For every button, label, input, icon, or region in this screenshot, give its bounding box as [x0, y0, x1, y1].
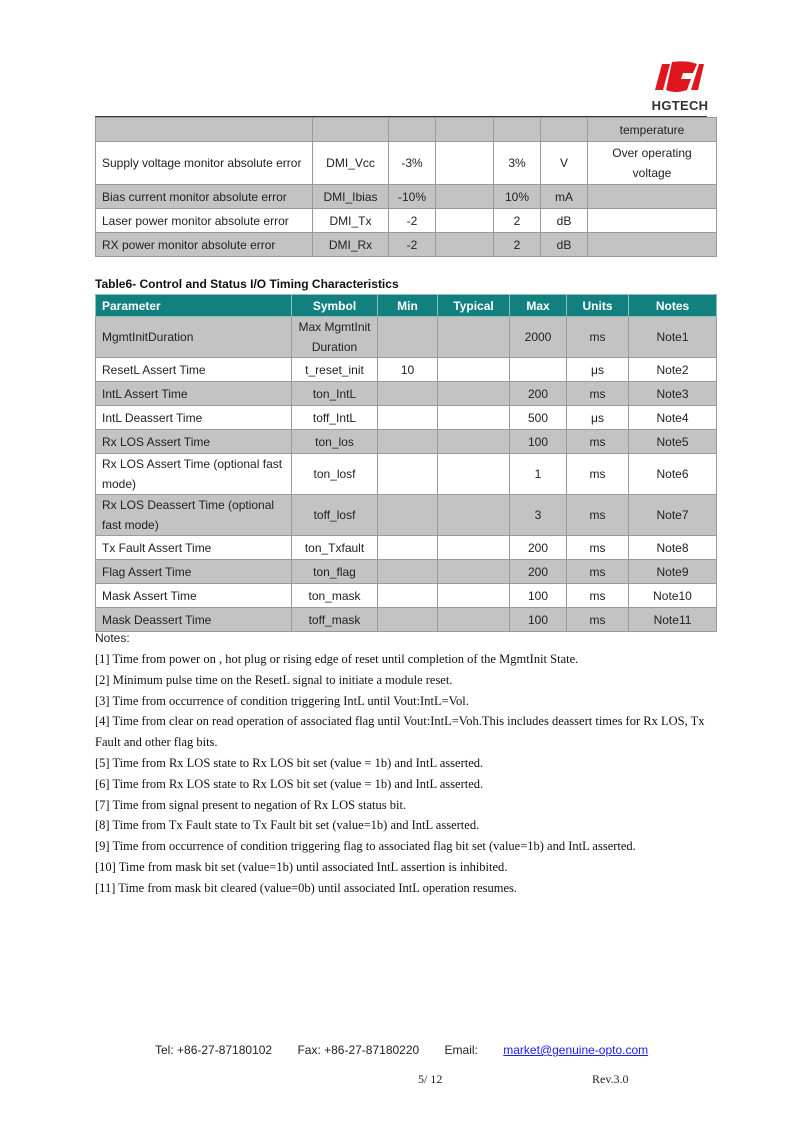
- cell-min: [378, 560, 438, 584]
- cell-units: ms: [567, 536, 629, 560]
- cell-notes: [588, 185, 717, 209]
- table-row: [96, 382, 717, 406]
- table-row: [96, 406, 717, 430]
- cell-notes: Over operating voltage: [588, 142, 717, 185]
- cell-typical: [438, 560, 510, 584]
- cell-typical: [438, 495, 510, 536]
- cell-max: 200: [510, 382, 567, 406]
- revision-label: Rev.3.0: [592, 1072, 629, 1086]
- cell-symbol: ton_Txfault: [292, 536, 378, 560]
- cell-symbol: toff_losf: [292, 495, 378, 536]
- cell-typical: [438, 584, 510, 608]
- cell-parameter: Laser power monitor absolute error: [96, 209, 313, 233]
- cell-min: [378, 495, 438, 536]
- cell-symbol: DMI_Rx: [313, 233, 389, 257]
- table-row: [96, 495, 717, 536]
- note-item: [6] Time from Rx LOS state to Rx LOS bit set (value = 1b) and IntL asserted.: [95, 776, 484, 791]
- column-header-typical: Typical: [438, 295, 510, 317]
- cell-typical: [438, 430, 510, 454]
- table-row: [96, 209, 717, 233]
- cell-min: [378, 454, 438, 495]
- note-item: [8] Time from Tx Fault state to Tx Fault bit set (value=1b) and IntL asserted.: [95, 818, 480, 833]
- cell-symbol: ton_los: [292, 430, 378, 454]
- note-item: [10] Time from mask bit set (value=1b) until associated IntL assertion is inhibited.: [95, 859, 508, 874]
- cell-units: ms: [567, 430, 629, 454]
- cell-typical: [436, 209, 494, 233]
- cell-max: 2000: [510, 317, 567, 358]
- cell-typical: [438, 382, 510, 406]
- cell-typical: [436, 118, 494, 142]
- cell-symbol: ton_flag: [292, 560, 378, 584]
- cell-min: [378, 406, 438, 430]
- cell-max: 3: [510, 495, 567, 536]
- cell-parameter: Bias current monitor absolute error: [96, 185, 313, 209]
- company-logo: [645, 58, 715, 114]
- table-row: [96, 317, 717, 358]
- cell-min: [378, 382, 438, 406]
- cell-units: ms: [567, 382, 629, 406]
- cell-units: [541, 118, 588, 142]
- cell-min: [378, 584, 438, 608]
- cell-symbol: ton_mask: [292, 584, 378, 608]
- note-item: [3] Time from occurrence of condition triggering IntL until Vout:IntL=Vol.: [95, 693, 469, 708]
- cell-notes: Note11: [629, 608, 717, 632]
- cell-parameter: RX power monitor absolute error: [96, 233, 313, 257]
- table-row: [96, 560, 717, 584]
- cell-symbol: Max MgmtInit Duration: [292, 317, 378, 358]
- cell-units: ms: [567, 317, 629, 358]
- cell-max: 100: [510, 430, 567, 454]
- dmi-accuracy-table-continued: [95, 117, 717, 257]
- footer-fax: Fax: +86-27-87180220: [297, 1043, 420, 1057]
- cell-symbol: [313, 118, 389, 142]
- cell-symbol: t_reset_init: [292, 358, 378, 382]
- cell-typical: [438, 358, 510, 382]
- cell-notes: Note6: [629, 454, 717, 495]
- cell-max: 1: [510, 454, 567, 495]
- cell-typical: [436, 142, 494, 185]
- notes-list: [95, 649, 715, 899]
- note-item: [2] Minimum pulse time on the ResetL signal to initiate a module reset.: [95, 672, 453, 687]
- note-item: [1] Time from power on , hot plug or rising edge of reset until completion of the MgmtInit State.: [95, 652, 579, 666]
- table-row: [96, 233, 717, 257]
- cell-max: [510, 358, 567, 382]
- cell-units: ms: [567, 495, 629, 536]
- table-header-row: [96, 295, 717, 317]
- cell-parameter: Supply voltage monitor absolute error: [96, 142, 313, 185]
- cell-notes: Note2: [629, 358, 717, 382]
- cell-units: μs: [567, 406, 629, 430]
- cell-max: [494, 118, 541, 142]
- cell-parameter: [96, 118, 313, 142]
- cell-max: 200: [510, 536, 567, 560]
- cell-max: 2: [494, 233, 541, 257]
- column-header-parameter: Parameter: [96, 295, 292, 317]
- cell-symbol: DMI_Tx: [313, 209, 389, 233]
- table-row: [96, 536, 717, 560]
- note-item: [9] Time from occurrence of condition triggering flag to associated flag bit set (value=1b) and IntL asserted.: [95, 839, 636, 854]
- cell-typical: [436, 233, 494, 257]
- cell-typical: [438, 317, 510, 358]
- cell-notes: Note4: [629, 406, 717, 430]
- cell-max: 500: [510, 406, 567, 430]
- cell-typical: [438, 406, 510, 430]
- cell-notes: [588, 209, 717, 233]
- cell-units: V: [541, 142, 588, 185]
- footer-tel: Tel: +86-27-87180102: [155, 1043, 273, 1057]
- cell-min: -2: [389, 233, 436, 257]
- cell-max: 100: [510, 584, 567, 608]
- cell-parameter: MgmtInitDuration: [96, 317, 292, 358]
- cell-parameter: Tx Fault Assert Time: [96, 536, 292, 560]
- cell-symbol: ton_losf: [292, 454, 378, 495]
- cell-parameter: Mask Assert Time: [96, 584, 292, 608]
- cell-notes: Note10: [629, 584, 717, 608]
- cell-parameter: Rx LOS Assert Time (optional fast mode): [96, 454, 292, 495]
- note-item: [7] Time from signal present to negation of Rx LOS status bit.: [95, 797, 407, 812]
- cell-units: ms: [567, 608, 629, 632]
- cell-units: mA: [541, 185, 588, 209]
- cell-max: 100: [510, 608, 567, 632]
- cell-units: dB: [541, 209, 588, 233]
- cell-min: [389, 118, 436, 142]
- cell-parameter: ResetL Assert Time: [96, 358, 292, 382]
- cell-units: ms: [567, 454, 629, 495]
- cell-notes: Note1: [629, 317, 717, 358]
- cell-symbol: DMI_Vcc: [313, 142, 389, 185]
- cell-min: [378, 317, 438, 358]
- cell-parameter: IntL Assert Time: [96, 382, 292, 406]
- cell-units: dB: [541, 233, 588, 257]
- cell-max: 2: [494, 209, 541, 233]
- table-row: [96, 430, 717, 454]
- note-item: [11] Time from mask bit cleared (value=0b) until associated IntL operation resumes.: [95, 880, 517, 895]
- table-row: [96, 454, 717, 495]
- cell-notes: [588, 233, 717, 257]
- cell-min: -10%: [389, 185, 436, 209]
- timing-characteristics-table: [95, 294, 717, 632]
- footer-email-link[interactable]: market@genuine-opto.com: [503, 1043, 649, 1057]
- cell-min: [378, 608, 438, 632]
- footer-contact: [155, 1043, 648, 1057]
- hgtech-logo-icon: [653, 60, 705, 94]
- table-row: [96, 118, 717, 142]
- cell-parameter: Mask Deassert Time: [96, 608, 292, 632]
- note-item: [4] Time from clear on read operation of associated flag until Vout:IntL=Voh.This includes deassert times for Rx LOS, Tx Fault and other flag bits.: [95, 714, 705, 750]
- cell-units: ms: [567, 560, 629, 584]
- note-item: [5] Time from Rx LOS state to Rx LOS bit set (value = 1b) and IntL asserted.: [95, 755, 484, 770]
- cell-min: -3%: [389, 142, 436, 185]
- cell-parameter: Rx LOS Deassert Time (optional fast mode): [96, 495, 292, 536]
- cell-units: ms: [567, 584, 629, 608]
- column-header-min: Min: [378, 295, 438, 317]
- table-row: [96, 358, 717, 382]
- column-header-notes: Notes: [629, 295, 717, 317]
- cell-max: 10%: [494, 185, 541, 209]
- cell-notes: Note3: [629, 382, 717, 406]
- cell-units: μs: [567, 358, 629, 382]
- cell-parameter: Flag Assert Time: [96, 560, 292, 584]
- cell-min: -2: [389, 209, 436, 233]
- column-header-symbol: Symbol: [292, 295, 378, 317]
- cell-symbol: toff_mask: [292, 608, 378, 632]
- cell-notes: Note5: [629, 430, 717, 454]
- cell-typical: [438, 608, 510, 632]
- cell-parameter: IntL Deassert Time: [96, 406, 292, 430]
- table-row: [96, 584, 717, 608]
- footer-email-label: Email:: [444, 1043, 482, 1057]
- cell-symbol: DMI_Ibias: [313, 185, 389, 209]
- table-row: [96, 185, 717, 209]
- table-row: [96, 608, 717, 632]
- notes-title: Notes:: [95, 631, 130, 645]
- page-number: 5/ 12: [418, 1072, 443, 1086]
- table-row: [96, 142, 717, 185]
- cell-typical: [438, 454, 510, 495]
- cell-parameter: Rx LOS Assert Time: [96, 430, 292, 454]
- cell-min: 10: [378, 358, 438, 382]
- notes-section: [95, 629, 715, 899]
- cell-symbol: ton_IntL: [292, 382, 378, 406]
- cell-min: [378, 536, 438, 560]
- cell-max: 3%: [494, 142, 541, 185]
- cell-symbol: toff_IntL: [292, 406, 378, 430]
- cell-notes: Note7: [629, 495, 717, 536]
- cell-notes: Note9: [629, 560, 717, 584]
- logo-text: HGTECH: [651, 98, 709, 113]
- cell-notes: temperature: [588, 118, 717, 142]
- cell-notes: Note8: [629, 536, 717, 560]
- column-header-max: Max: [510, 295, 567, 317]
- column-header-units: Units: [567, 295, 629, 317]
- cell-typical: [438, 536, 510, 560]
- cell-min: [378, 430, 438, 454]
- cell-typical: [436, 185, 494, 209]
- cell-max: 200: [510, 560, 567, 584]
- table6-caption: Table6- Control and Status I/O Timing Characteristics: [95, 277, 399, 291]
